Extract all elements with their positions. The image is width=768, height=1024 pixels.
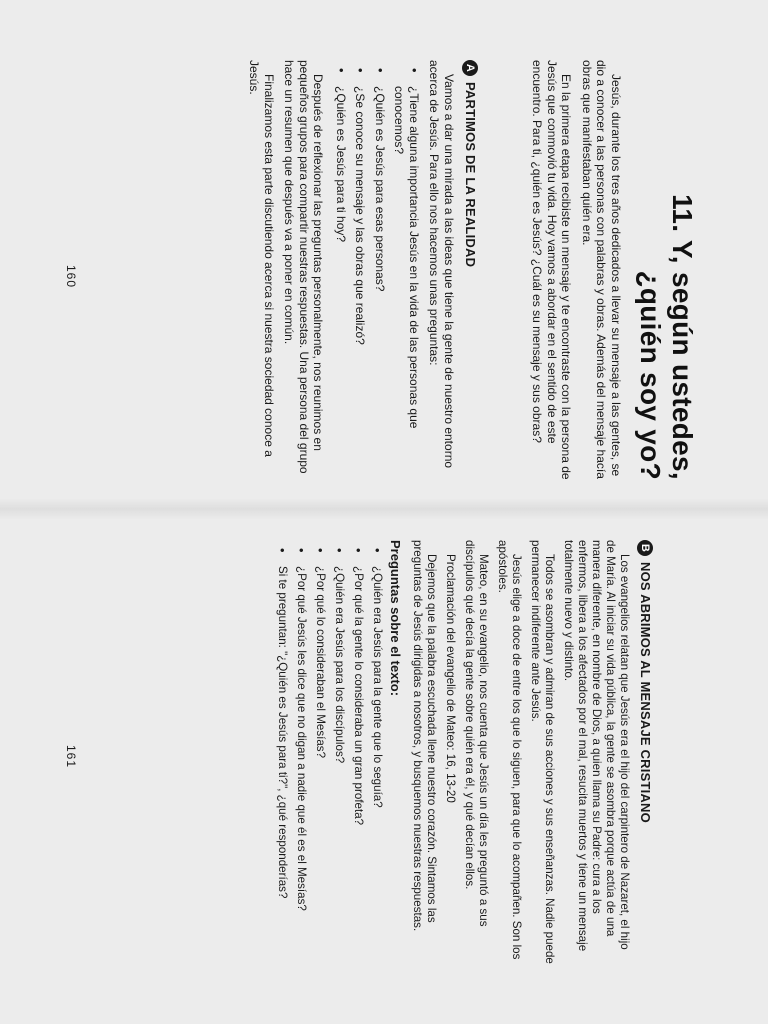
page-160 xyxy=(0,0,768,500)
list-item: • ¿Tiene alguna importancia Jesús en la vida de las personas que conocemos? xyxy=(392,86,421,480)
questions-heading: Preguntas sobre el texto: xyxy=(388,540,403,697)
section-a-intro: Vamos a dar una mirada a las ideas que tiene la gente de nuestro entorno acerca de Jesús. Para ello nos hacemos unas preguntas: xyxy=(427,60,456,469)
list-item: • ¿Por qué Jesús les dice que no digan a nadie que él es el Mesías? xyxy=(294,566,308,965)
section-a xyxy=(241,60,478,480)
text-question-list xyxy=(275,540,384,965)
list-item: • ¿Por qué la gente lo consideraba un gran profeta? xyxy=(351,566,365,965)
section-a-heading xyxy=(462,60,478,480)
section-a-question-list xyxy=(334,60,422,480)
list-item: • ¿Se conoce su mensaje y las obras que realizó? xyxy=(353,86,368,480)
proclamation-line: Proclamación del evangelio de Mateo: 16, 13-20 xyxy=(444,554,457,803)
section-b-paragraph-3: Jesús elige a doce de entre los que lo siguen, para que lo acompañen. Son los apóstoles. xyxy=(496,540,523,960)
section-b xyxy=(267,540,653,965)
section-b-heading xyxy=(637,540,653,965)
section-b-paragraph-4: Mateo, en su evangelio, nos cuenta que Jesús un día les preguntó a sus discípulos qué decía la gente sobre quién era él, y qué decían ellos. xyxy=(463,540,490,927)
section-b-paragraph-1: Los evangelios relatan que Jesús era el hijo del carpintero de Nazaret, el hijo de María. Al iniciar su vida pública, la gente se asombra porque actúa de una manera diferente, en nombre de Dios, a quien llama su Padre: cura a los enfermos, libera a los afectados por el mal, resucita muertos y tiene un mensaje totalmente nuevo y distinto. xyxy=(562,540,631,952)
section-b-paragraph-2: Todos se asombran y admiran de sus acciones y sus enseñanzas. Nadie puede permanecer indiferente ante Jesús. xyxy=(529,540,556,964)
list-item: • Si te preguntan: "¿Quién es Jesús para ti?", ¿qué responderías? xyxy=(275,566,289,965)
section-b-heading-text: NOS ABRIMOS AL MENSAJE CRISTIANO xyxy=(638,562,653,823)
section-a-badge-icon: A xyxy=(462,60,478,76)
page-number-left: 160 xyxy=(64,265,78,289)
section-b-paragraph-5: Dejemos que la palabra escuchada llene nuestro corazón. Sintamos las preguntas de Jesús dirigidas a nosotros, y busquemos nuestras respuestas. xyxy=(411,540,438,932)
section-a-heading-text: PARTIMOS DE LA REALIDAD xyxy=(463,82,479,268)
section-b-badge-icon: B xyxy=(637,540,653,556)
list-item: • ¿Quién es Jesús para ti hoy? xyxy=(334,86,349,480)
section-a-after-paragraph-2: Finalizamos esta parte discutiendo acerca si nuestra sociedad conoce a Jesús. xyxy=(247,60,276,457)
list-item: • ¿Quién es Jesús para esas personas? xyxy=(373,86,388,480)
chapter-title xyxy=(634,150,698,480)
intro-paragraph-2: En la primera etapa recibiste un mensaje y te encontraste con la persona de Jesús que conmovió tu vida. Hoy vamos a abordar en el sentido de este encuentro. Para ti, ¿quién es Jesús? ¿Cuál es su mensaje y sus obras? xyxy=(530,60,574,480)
list-item: • ¿Por qué lo consideraban el Mesías? xyxy=(313,566,327,965)
intro-paragraph-1: Jesús, durante los tres años dedicados a llevar su mensaje a las gentes, se dio a conocer a las personas con palabras y obras. Además del mensaje hacía obras que manifestaban quién era. xyxy=(580,60,623,479)
page-number-right: 161 xyxy=(64,745,78,769)
section-a-after-paragraph-1: Después de reflexionar las preguntas personalmente, nos reunimos en pequeños grupos para compartir nuestras respuestas. Una persona del grupo hace un resumen que después va a poner en común. xyxy=(282,60,326,474)
chapter-title-line-2: ¿quién soy yo? xyxy=(635,270,666,480)
list-item: • ¿Quién era Jesús para la gente que lo seguía? xyxy=(370,566,384,965)
chapter-intro xyxy=(524,60,623,480)
chapter-title-line-1: 11. Y, según ustedes, xyxy=(667,194,698,480)
list-item: • ¿Quién era Jesús para los discípulos? xyxy=(332,566,346,965)
